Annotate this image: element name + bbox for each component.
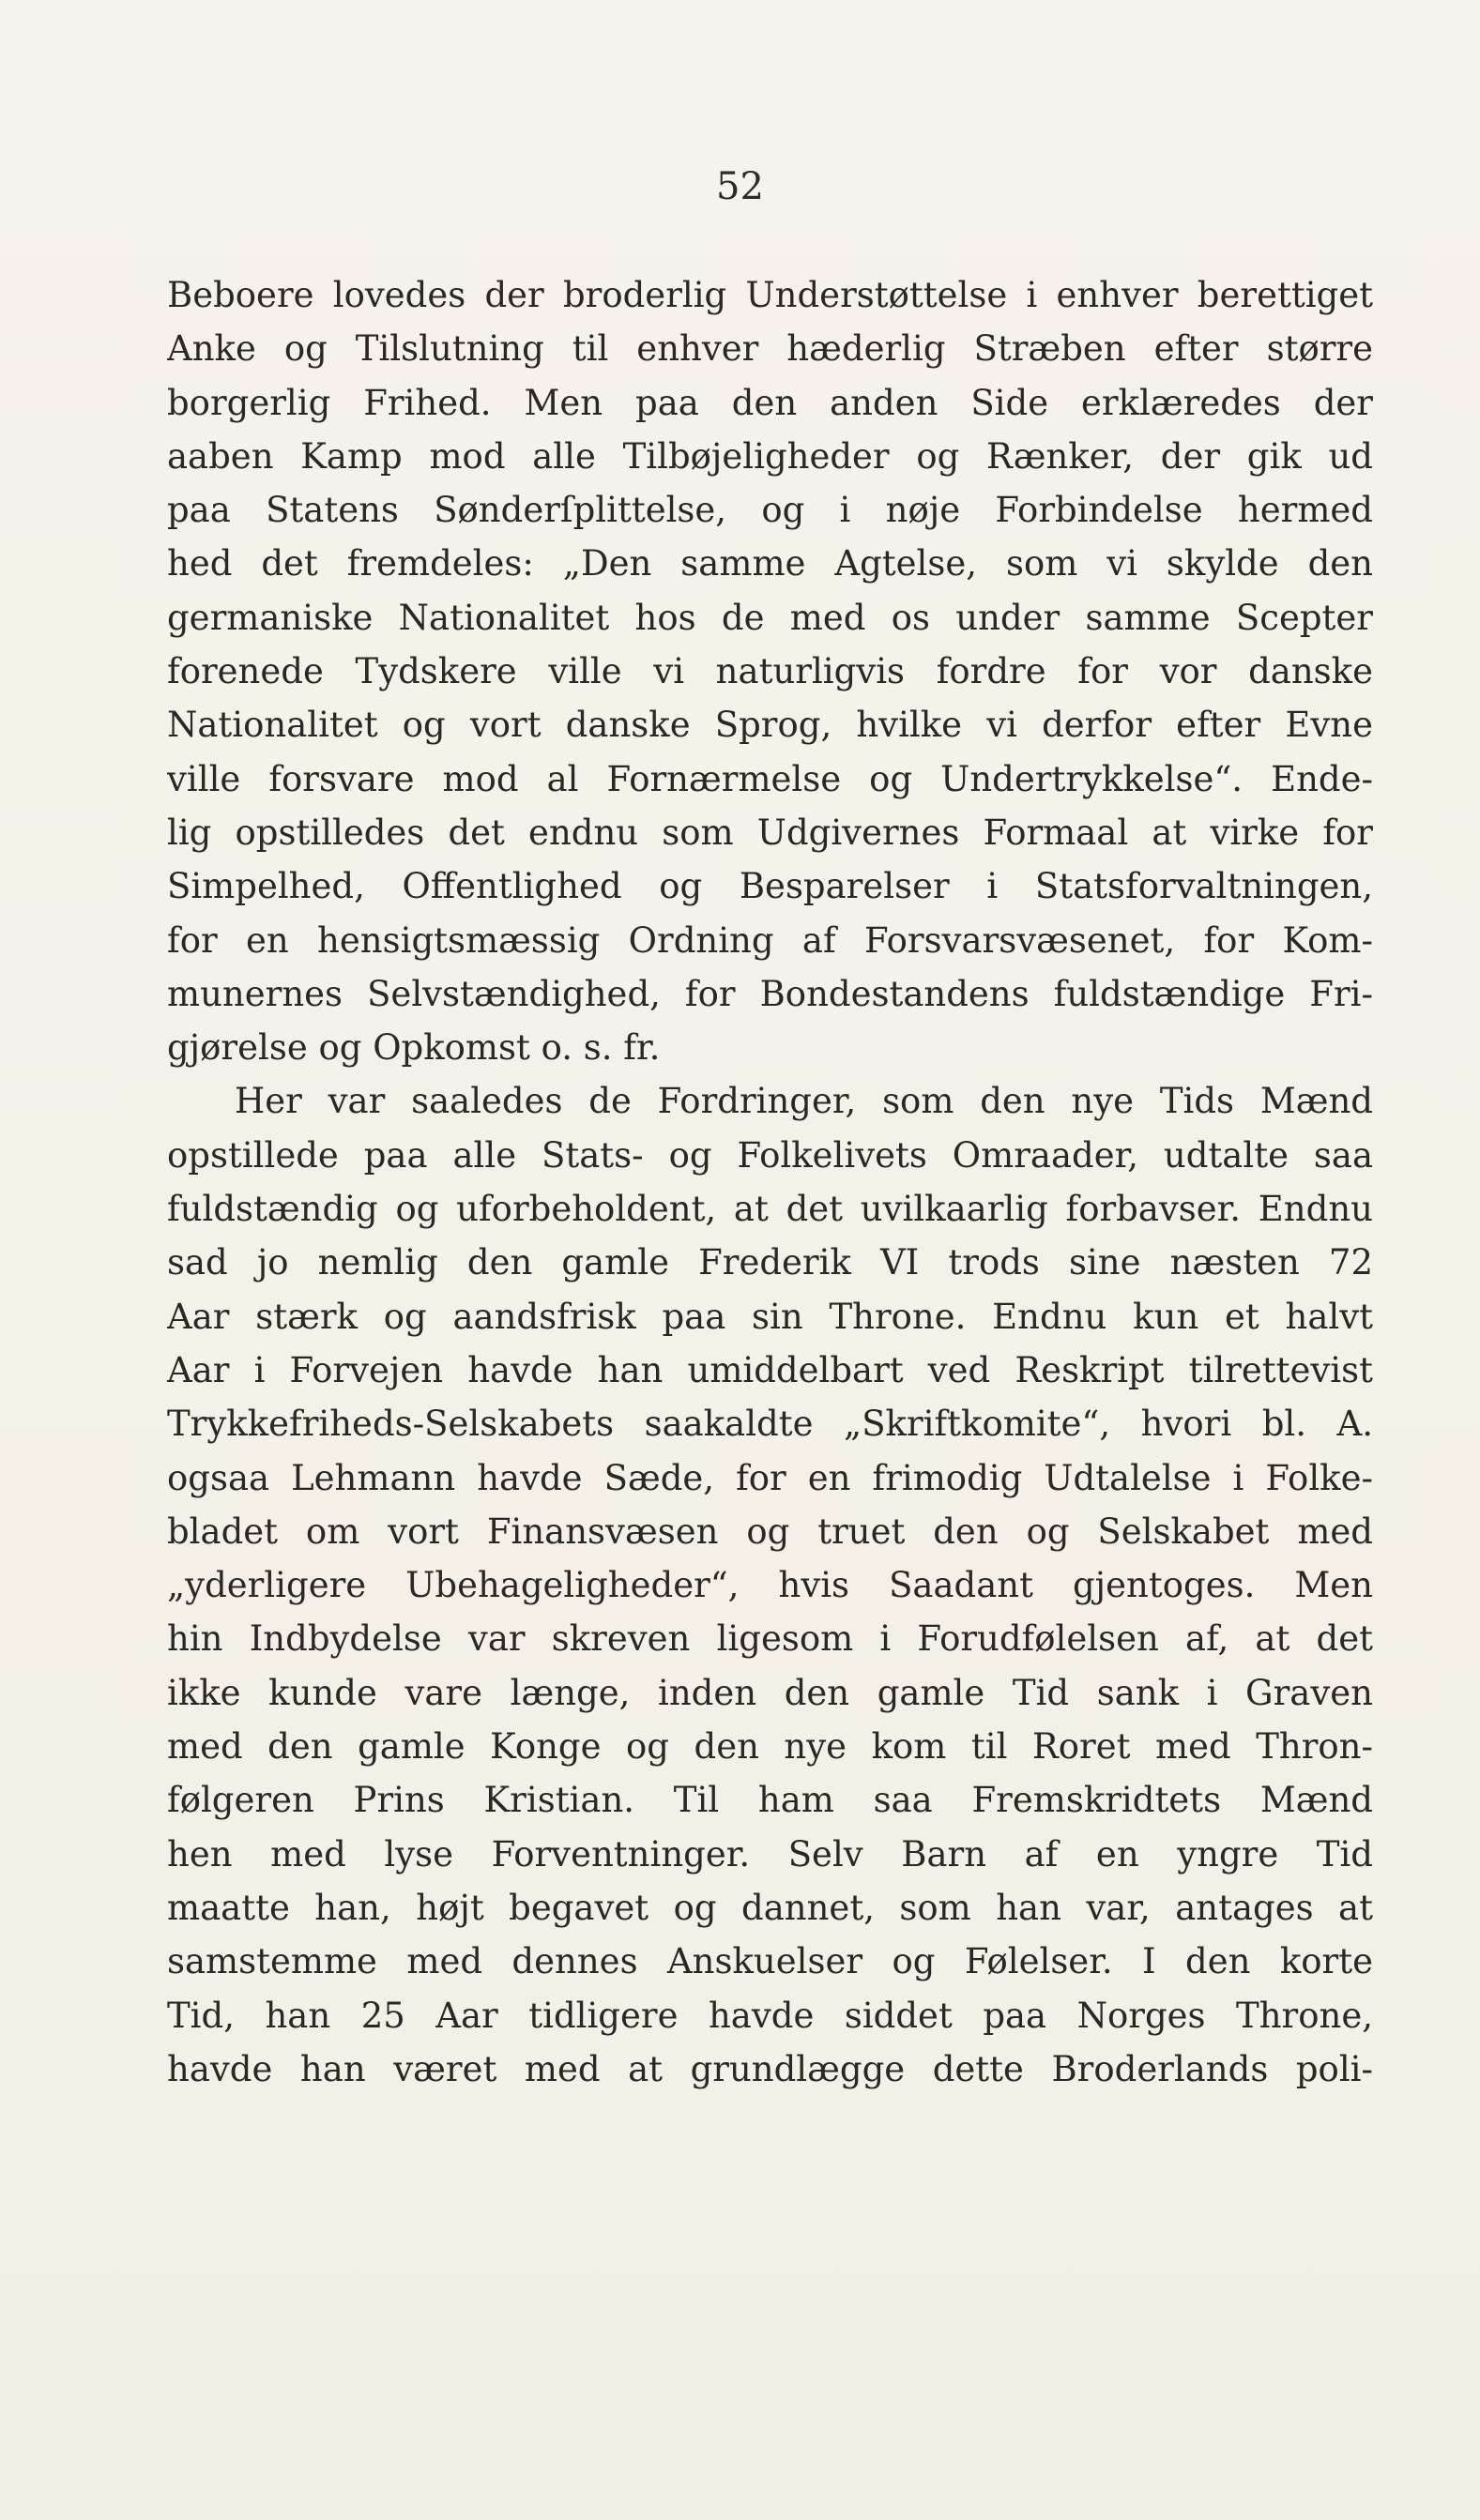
- text-line: Aar stærk og aandsfrisk paa sin Throne. Endnu kun et halvt: [167, 1296, 1373, 1337]
- text-line: paa Statens Sønderſplittelse, og i nøje Forbindelse hermed: [167, 490, 1373, 531]
- text-line: for en hensigtsmæssig Ordning af Forsvarsvæsenet, for Kom-: [167, 919, 1373, 961]
- text-line: ikke kunde vare længe, inden den gamle Tid sank i Graven: [167, 1672, 1373, 1713]
- text-line: Beboere lovedes der broderlig Understøttelse i enhver berettiget: [167, 275, 1373, 315]
- page-number: 52: [716, 165, 764, 208]
- text-line: følgeren Prins Kristian. Til ham saa Fremskridtets Mænd: [167, 1780, 1373, 1821]
- text-line: Trykkefriheds-Selskabets saakaldte „Skriftkomite“, hvori bl. A.: [167, 1404, 1373, 1445]
- text-line: med den gamle Konge og den nye kom til Roret med Thron-: [167, 1726, 1373, 1768]
- body-text: [167, 268, 1373, 2096]
- text-line: hed det fremdeles: „Den samme Agtelse, som vi skylde den: [167, 543, 1373, 584]
- text-line: Nationalitet og vort danske Sprog, hvilke vi derfor efter Evne: [167, 705, 1373, 746]
- text-line: havde han været med at grundlægge dette Broderlands poli-: [167, 2048, 1373, 2089]
- paragraph-start-line: Her var saaledes de Fordringer, som den nye Tids Mænd: [235, 1081, 1373, 1122]
- text-line: Simpelhed, Offentlighed og Besparelser i Statsforvaltningen,: [167, 866, 1373, 907]
- text-line: aaben Kamp mod alle Tilbøjeligheder og Rænker, der gik ud: [167, 435, 1373, 477]
- text-line: germaniske Nationalitet hos de med os under samme Scepter: [167, 597, 1373, 638]
- text-line: maatte han, højt begavet og dannet, som han var, antages at: [167, 1887, 1373, 1928]
- text-line: munernes Selvstændighed, for Bondestandens fuldstændige Fri-: [167, 973, 1373, 1014]
- text-line: sad jo nemlig den gamle Frederik VI trods sine næsten 72: [167, 1242, 1373, 1283]
- paragraph-end-line: gjørelse og Opkomst o. s. fr.: [167, 1027, 661, 1069]
- text-line: Aar i Forvejen havde han umiddelbart ved Reskript tilrettevist: [167, 1349, 1373, 1390]
- text-line: „yderligere Ubehageligheder“, hvis Saadant gjentoges. Men: [167, 1565, 1373, 1606]
- text-line: Tid, han 25 Aar tidligere havde siddet paa Norges Throne,: [167, 1995, 1373, 2036]
- text-line: Anke og Tilslutning til enhver hæderlig Stræben efter større: [167, 328, 1373, 370]
- text-line: borgerlig Frihed. Men paa den anden Side erklæredes der: [167, 382, 1373, 423]
- text-line: forenede Tydskere ville vi naturligvis fordre for vor danske: [167, 651, 1373, 692]
- text-line: hen med lyse Forventninger. Selv Barn af en yngre Tid: [167, 1833, 1373, 1875]
- text-line: fuldstændig og uforbeholdent, at det uvilkaarlig forbavser. Endnu: [167, 1189, 1373, 1230]
- text-line: opstillede paa alle Stats- og Folkelivets Omraader, udtalte saa: [167, 1134, 1373, 1176]
- text-line: bladet om vort Finansvæsen og truet den og Selskabet med: [167, 1510, 1373, 1552]
- text-line: ville forsvare mod al Fornærmelse og Undertrykkelse“. Ende-: [167, 758, 1373, 799]
- text-line: hin Indbydelse var skreven ligesom i Forudfølelsen af, at det: [167, 1618, 1373, 1660]
- text-line: lig opstilledes det endnu som Udgivernes Formaal at virke for: [167, 812, 1373, 853]
- text-line: ogsaa Lehmann havde Sæde, for en frimodig Udtalelse i Folke-: [167, 1457, 1373, 1498]
- text-line: samstemme med dennes Anskuelser og Følelser. I den korte: [167, 1941, 1373, 1982]
